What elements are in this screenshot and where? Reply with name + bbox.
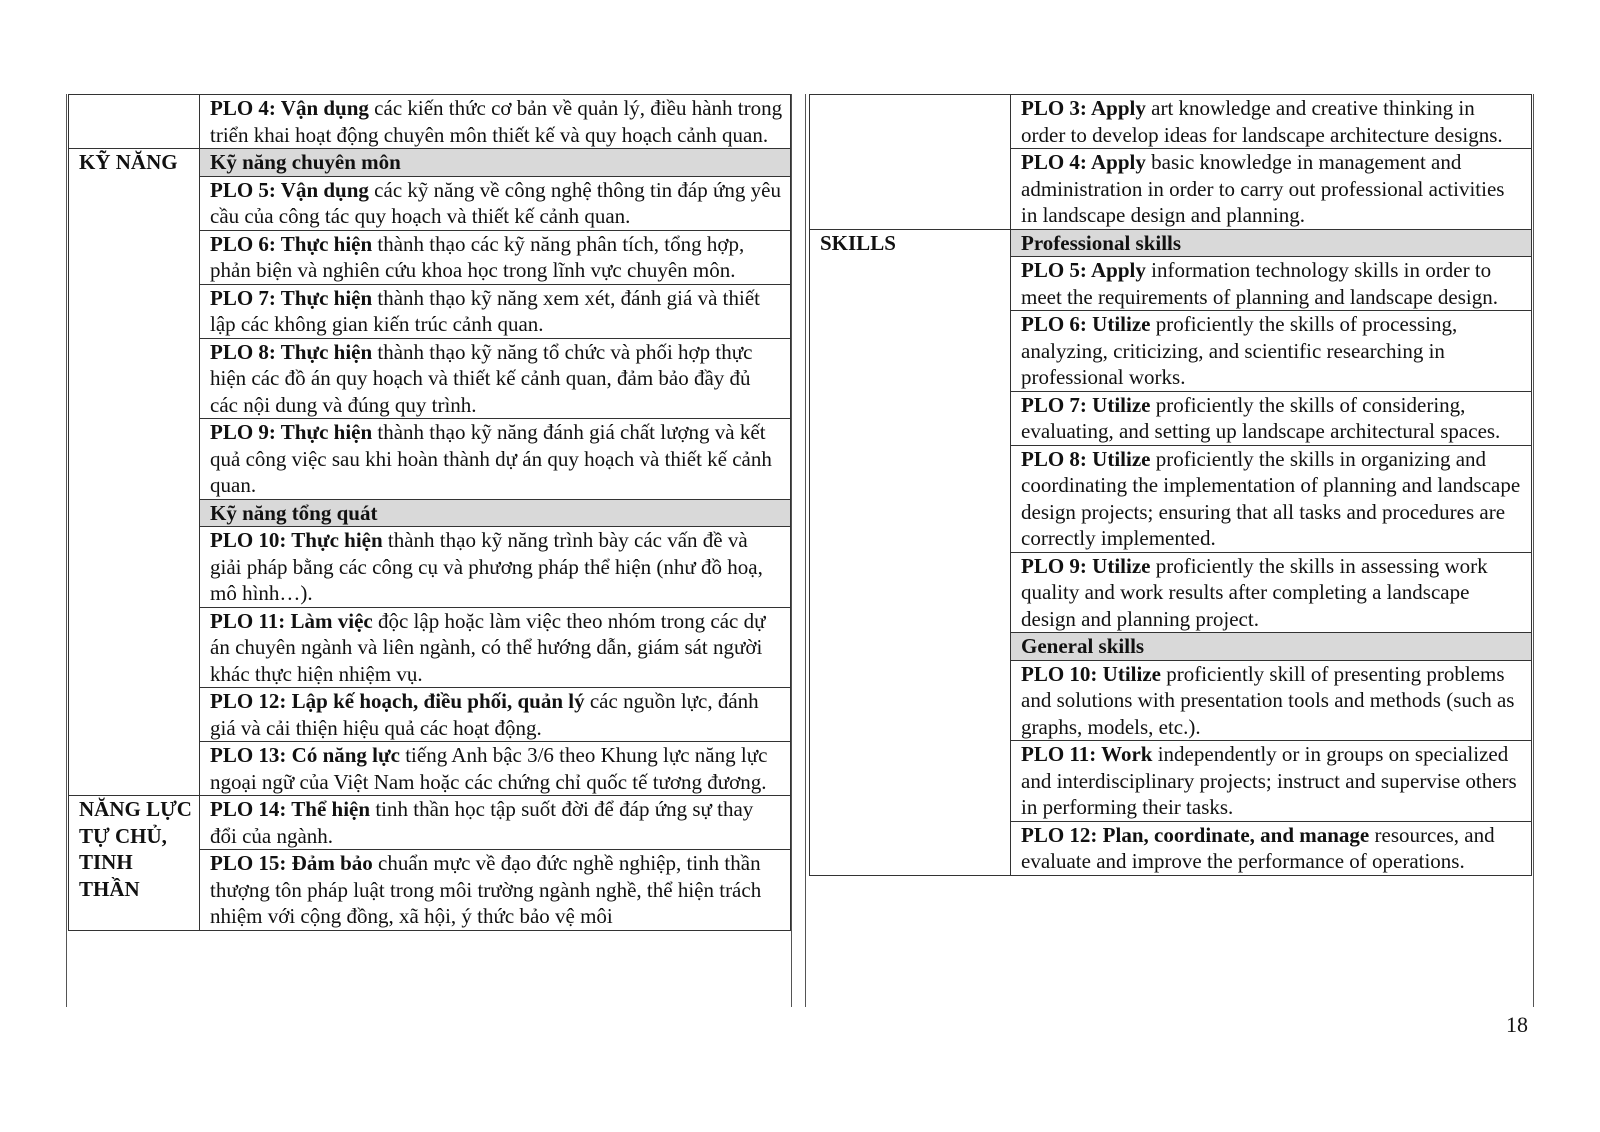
category-cell xyxy=(810,95,1011,230)
plo-verb: PLO 9: Thực hiện xyxy=(210,420,373,444)
plo-verb: PLO 9: Utilize xyxy=(1021,553,1151,578)
plo-description: tiếng Anh bậc 3/6 theo Khung lực năng lực ngoại ngữ của Việt Nam hoặc các chứng chỉ quốc tế tương đương. xyxy=(210,743,768,794)
plo-description: proficiently the skills in assessing work quality and work results after completing a landscape design and planning project. xyxy=(1021,553,1488,631)
plo-description: thành thạo kỹ năng đánh giá chất lượng và kết quả công việc sau khi hoàn thành dự án quy hoạch và thiết kế cảnh quan. xyxy=(210,420,772,497)
plo-verb: PLO 5: Apply xyxy=(1021,258,1146,282)
plo-verb: PLO 8: Utilize xyxy=(1021,446,1151,471)
plo-verb: PLO 7: Utilize xyxy=(1021,392,1151,417)
left-table-right-border xyxy=(791,94,792,1007)
plo-entry xyxy=(200,230,791,284)
plo-entry xyxy=(200,419,791,500)
category-cell: KỸ NĂNG xyxy=(69,149,200,796)
plo-description: độc lập hoặc làm việc theo nhóm trong các dự án chuyên ngành và liên ngành, có thể hướng dẫn, giám sát người khác thực hiện nhiệm vụ. xyxy=(210,608,766,686)
plo-description: independently or in groups on specialized and interdisciplinary projects; instruct and supervise others in performing their tasks. xyxy=(1021,742,1517,819)
plo-entry xyxy=(1011,660,1532,741)
plo-entry xyxy=(1011,391,1532,445)
plo-entry xyxy=(200,95,791,149)
plo-verb: PLO 12: Lập kế hoạch, điều phối, quản lý xyxy=(210,689,585,713)
plo-description: basic knowledge in management and administration in order to carry out professional activities in landscape design and planning. xyxy=(1021,150,1505,227)
plo-verb: PLO 7: Thực hiện xyxy=(210,285,373,310)
plo-verb: PLO 3: Apply xyxy=(1021,96,1146,120)
plo-verb: PLO 12: Plan, coordinate, and manage xyxy=(1021,822,1370,847)
plo-description: proficiently skill of presenting problems and solutions with presentation tools and methods (such as graphs, models, etc.). xyxy=(1021,661,1515,739)
plo-entry xyxy=(1011,95,1532,149)
plo-entry xyxy=(200,527,791,608)
plo-entry xyxy=(1011,552,1532,633)
plo-description: proficiently the skills in organizing and coordinating the implementation of planning and landscape design projects; ensuring that all tasks and procedures are correctly implemented. xyxy=(1021,446,1521,550)
plo-description: chuẩn mực về đạo đức nghề nghiệp, tinh thần thượng tôn pháp luật trong môi trường ngành nghề, thể hiện trách nhiệm với cộng đồng, xã hội, ý thức bảo vệ môi xyxy=(210,851,762,928)
plo-verb: PLO 10: Thực hiện xyxy=(210,528,383,552)
plo-entry xyxy=(200,688,791,742)
page-number: 18 xyxy=(1506,1012,1528,1037)
plo-verb: PLO 15: Đảm bảo xyxy=(210,851,373,875)
plo-verb: PLO 5: Vận dụng xyxy=(210,177,369,202)
plo-table-vietnamese xyxy=(68,94,791,931)
plo-description: các nguồn lực, đánh giá và cải thiện hiệu quả các hoạt động. xyxy=(210,689,759,740)
plo-verb: PLO 6: Utilize xyxy=(1021,312,1151,336)
plo-description: proficiently the skills of processing, analyzing, criticizing, and scientific researching in professional works. xyxy=(1021,312,1458,389)
plo-verb: PLO 4: Apply xyxy=(1021,150,1146,174)
plo-verb: PLO 8: Thực hiện xyxy=(210,339,373,364)
plo-entry xyxy=(1011,149,1532,230)
plo-description: các kiến thức cơ bản về quản lý, điều hành trong triển khai hoạt động chuyên môn thiết kế và quy hoạch cảnh quan. xyxy=(210,96,783,147)
plo-description: tinh thần học tập suốt đời để đáp ứng sự thay đổi của ngành. xyxy=(210,797,754,848)
left-table-outer-border xyxy=(66,94,67,1007)
plo-entry xyxy=(1011,257,1532,311)
plo-description: proficiently the skills of considering, evaluating, and setting up landscape architectural spaces. xyxy=(1021,392,1501,443)
plo-verb: PLO 14: Thể hiện xyxy=(210,797,371,821)
plo-verb: PLO 6: Thực hiện xyxy=(210,231,373,256)
plo-verb: PLO 10: Utilize xyxy=(1021,661,1161,686)
plo-entry xyxy=(200,850,791,931)
plo-description: resources, and evaluate and improve the performance of operations. xyxy=(1021,822,1495,873)
plo-verb: PLO 11: Làm việc xyxy=(210,608,373,633)
subsection-header: Kỹ năng chuyên môn xyxy=(200,149,791,177)
plo-entry xyxy=(1011,821,1532,875)
plo-verb: PLO 13: Có năng lực xyxy=(210,743,400,767)
right-table-outer-border xyxy=(1533,94,1534,1007)
right-table-left-border xyxy=(805,94,806,1007)
plo-description: art knowledge and creative thinking in order to develop ideas for landscape architecture designs. xyxy=(1021,96,1503,147)
plo-description: thành thạo các kỹ năng phân tích, tổng hợp, phản biện và nghiên cứu khoa học trong lĩnh vực chuyên môn. xyxy=(210,231,745,282)
subsection-header: Professional skills xyxy=(1011,229,1532,257)
plo-entry xyxy=(200,607,791,688)
plo-description: thành thạo kỹ năng tổ chức và phối hợp thực hiện các đồ án quy hoạch và thiết kế cảnh quan, đảm bảo đầy đủ các nội dung và đúng quy trình. xyxy=(210,339,753,417)
subsection-header: Kỹ năng tổng quát xyxy=(200,499,791,527)
plo-description: information technology skills in order to meet the requirements of planning and landscape design. xyxy=(1021,258,1499,309)
plo-description: các kỹ năng về công nghệ thông tin đáp ứng yêu cầu của công tác quy hoạch và thiết kế cảnh quan. xyxy=(210,177,781,228)
plo-table-english xyxy=(809,94,1532,876)
subsection-header: General skills xyxy=(1011,633,1532,661)
plo-entry xyxy=(200,796,791,850)
plo-entry xyxy=(200,176,791,230)
plo-entry xyxy=(1011,741,1532,822)
plo-entry xyxy=(200,338,791,419)
plo-entry xyxy=(1011,311,1532,392)
plo-verb: PLO 4: Vận dụng xyxy=(210,96,369,120)
plo-entry xyxy=(200,742,791,796)
category-cell xyxy=(69,95,200,149)
plo-verb: PLO 11: Work xyxy=(1021,742,1153,766)
plo-description: thành thạo kỹ năng trình bày các vấn đề và giải pháp bằng các công cụ và phương pháp thể hiện (như đồ hoạ, mô hình…). xyxy=(210,528,763,605)
plo-description: thành thạo kỹ năng xem xét, đánh giá và thiết lập các không gian kiến trúc cảnh quan. xyxy=(210,285,760,336)
plo-entry xyxy=(200,284,791,338)
category-cell: NĂNG LỰC TỰ CHỦ, TINH THẦN xyxy=(69,796,200,931)
plo-entry xyxy=(1011,445,1532,552)
category-cell: SKILLS xyxy=(810,229,1011,875)
